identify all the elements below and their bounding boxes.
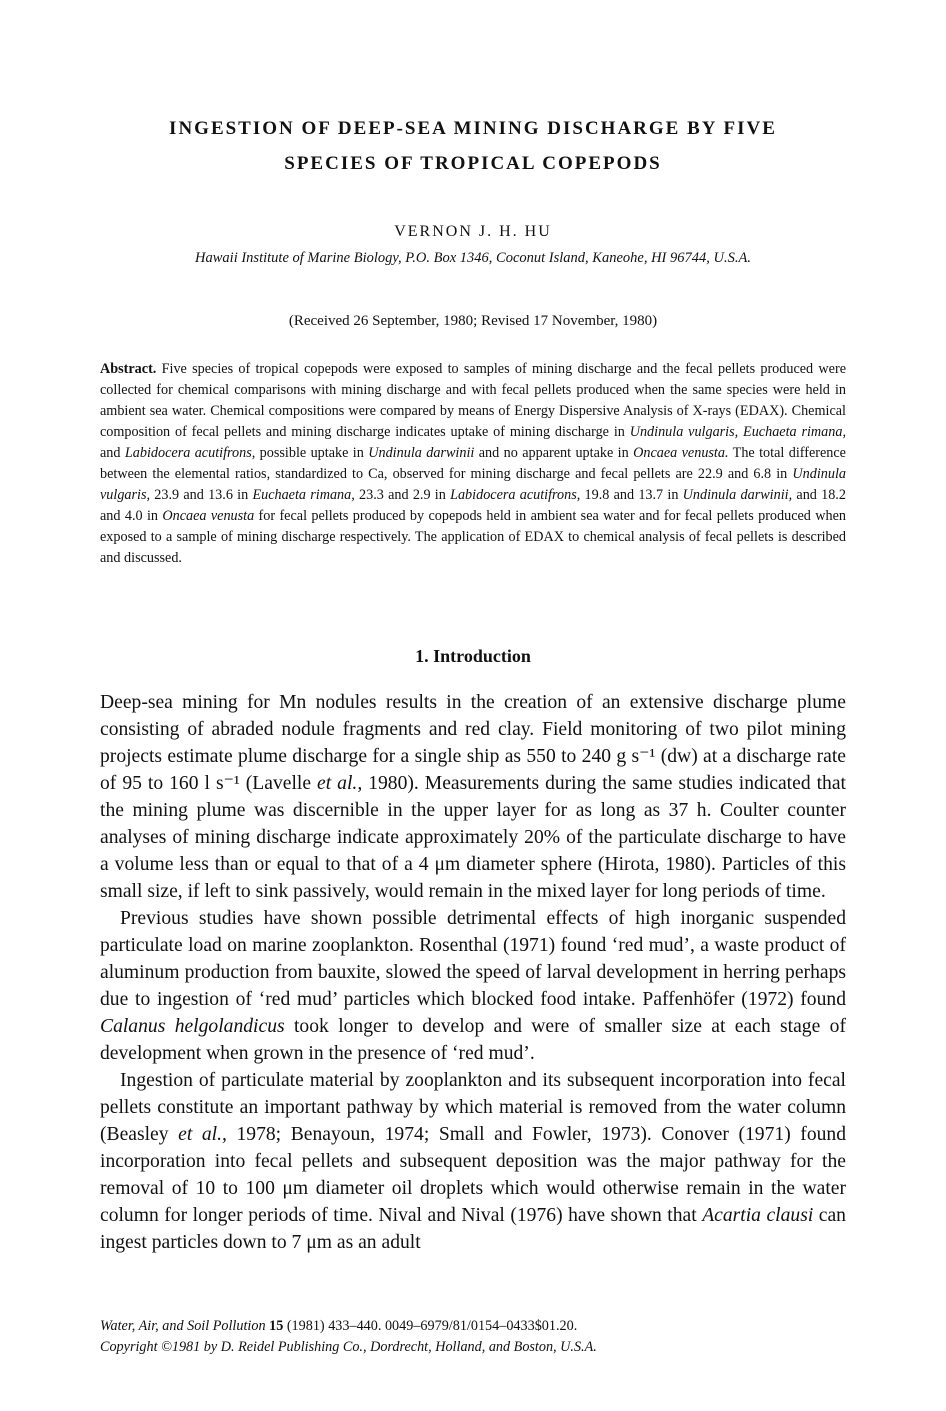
paragraph-text: can ingest particles down to 7 μm as an adult [100, 1205, 846, 1253]
species-name: Acartia clausi [702, 1205, 814, 1226]
species-name: Calanus helgolandicus [100, 1016, 285, 1037]
author-affiliation: Hawaii Institute of Marine Biology, P.O. Box 1346, Coconut Island, Kaneohe, HI 96744, U.S.A. [195, 250, 751, 266]
species-name: Undinula darwinii [368, 445, 475, 461]
species-name: Undinula vulgaris, [100, 466, 846, 503]
paragraph-text: Ingestion of particulate material by zooplankton and its subsequent incorporation into fecal pellets constitute an important pathway by which material is removed from the water column (Beasley [100, 1070, 846, 1145]
journal-citation [100, 1316, 846, 1337]
citation-et-al: et al., [317, 773, 363, 794]
journal-volume: 15 [269, 1318, 284, 1334]
author-name: VERNON J. H. HU [394, 223, 552, 240]
abstract-text: 23.3 and 2.9 in [354, 487, 451, 503]
introduction-body [100, 689, 846, 1256]
section-heading-introduction: 1. Introduction [415, 646, 531, 666]
paragraph-text: 1978; Benayoun, 1974; Small and Fowler, 1973). Conover (1971) found incorporation into fecal pellets and subsequent deposition was the major pathway for the removal of 10 to 100 μm diameter oil droplets which would otherwise remain in the water column for longer periods of time. Nival and Nival (1976) have shown that [100, 1124, 847, 1226]
paragraph-text: Deep-sea mining for Mn nodules results in the creation of an extensive discharge plume consisting of abraded nodule fragments and red clay. Field monitoring of two pilot mining projects estimate plume discharge for a single ship as 550 to 240 g s⁻¹ (dw) at a discharge rate of 95 to 160 l s⁻¹ (Lavelle [100, 692, 846, 794]
paragraph-text: Previous studies have shown possible detrimental effects of high inorganic suspended particulate load on marine zooplankton. Rosenthal (1971) found ‘red mud’, a waste product of aluminum production from bauxite, slowed the speed of larval development in herring perhaps due to ingestion of ‘red mud’ particles which blocked food intake. Paffenhöfer (1972) found [100, 908, 846, 1010]
abstract-text: 23.9 and 13.6 in [150, 487, 253, 503]
intro-paragraph-1 [100, 689, 846, 905]
abstract-text: and [100, 445, 125, 461]
species-name: Undinula darwinii, [682, 487, 793, 503]
journal-name: Water, Air, and Soil Pollution [100, 1318, 266, 1334]
abstract-label: Abstract. [100, 361, 157, 377]
intro-paragraph-3 [100, 1067, 846, 1256]
species-name: Euchaeta rimana, [252, 487, 355, 503]
abstract-text: The total difference between the elemental ratios, standardized to Ca, observed for mining discharge and fecal pellets are 22.9 and 6.8 in [100, 445, 846, 482]
abstract [100, 359, 846, 569]
species-name: Oncaea venusta [162, 508, 255, 524]
species-name: Undinula vulgaris, Euchaeta rimana, [629, 424, 846, 440]
paragraph-text: 1980). Measurements during the same studies indicated that the mining plume was discernible in the upper layer for as long as 37 h. Coulter counter analyses of mining discharge indicate approximately 20% of the particulate discharge to have a volume less than or equal to that of a 4 μm diameter sphere (Hirota, 1980). Particles of this small size, if left to sink passively, would remain in the mixed layer for long periods of time. [100, 773, 846, 902]
abstract-text: Five species of tropical copepods were exposed to samples of mining discharge and the fecal pellets produced were collected for chemical comparisons with mining discharge and with fecal pellets produced when the same species were held in ambient sea water. Chemical compositions were compared by means of Energy Dispersive Analysis of X-rays (EDAX). Chemical composition of fecal pellets and mining discharge indicates uptake of mining discharge in [100, 361, 846, 440]
received-dates: (Received 26 September, 1980; Revised 17 November, 1980) [288, 313, 658, 329]
intro-paragraph-2 [100, 905, 846, 1067]
paper-title-line-2: SPECIES OF TROPICAL COPEPODS [284, 153, 662, 174]
species-name: Labidocera acutifrons, [450, 487, 581, 503]
paper-title-line-1: INGESTION OF DEEP-SEA MINING DISCHARGE BY FIVE [169, 118, 777, 139]
species-name: Labidocera acutifrons, [124, 445, 256, 461]
abstract-text: 19.8 and 13.7 in [580, 487, 683, 503]
page-footer [100, 1316, 846, 1358]
abstract-text: for fecal pellets produced by copepods held in ambient sea water and for fecal pellets produced when exposed to a sample of mining discharge respectively. The application of EDAX to chemical analysis of fecal pellets is described and discussed. [100, 508, 846, 566]
abstract-text: and no apparent uptake in [474, 445, 634, 461]
abstract-text: possible uptake in [255, 445, 369, 461]
citation-et-al: et al., [178, 1124, 227, 1145]
copyright-notice: Copyright ©1981 by D. Reidel Publishing Co., Dordrecht, Holland, and Boston, U.S.A. [100, 1339, 597, 1355]
paragraph-text: took longer to develop and were of smaller size at each stage of development when grown in the presence of ‘red mud’. [100, 1016, 846, 1064]
abstract-text: and 18.2 and 4.0 in [100, 487, 846, 524]
journal-pages-issn: (1981) 433–440. 0049–6979/81/0154–0433$01.20. [283, 1318, 578, 1334]
species-name: Oncaea venusta. [633, 445, 729, 461]
